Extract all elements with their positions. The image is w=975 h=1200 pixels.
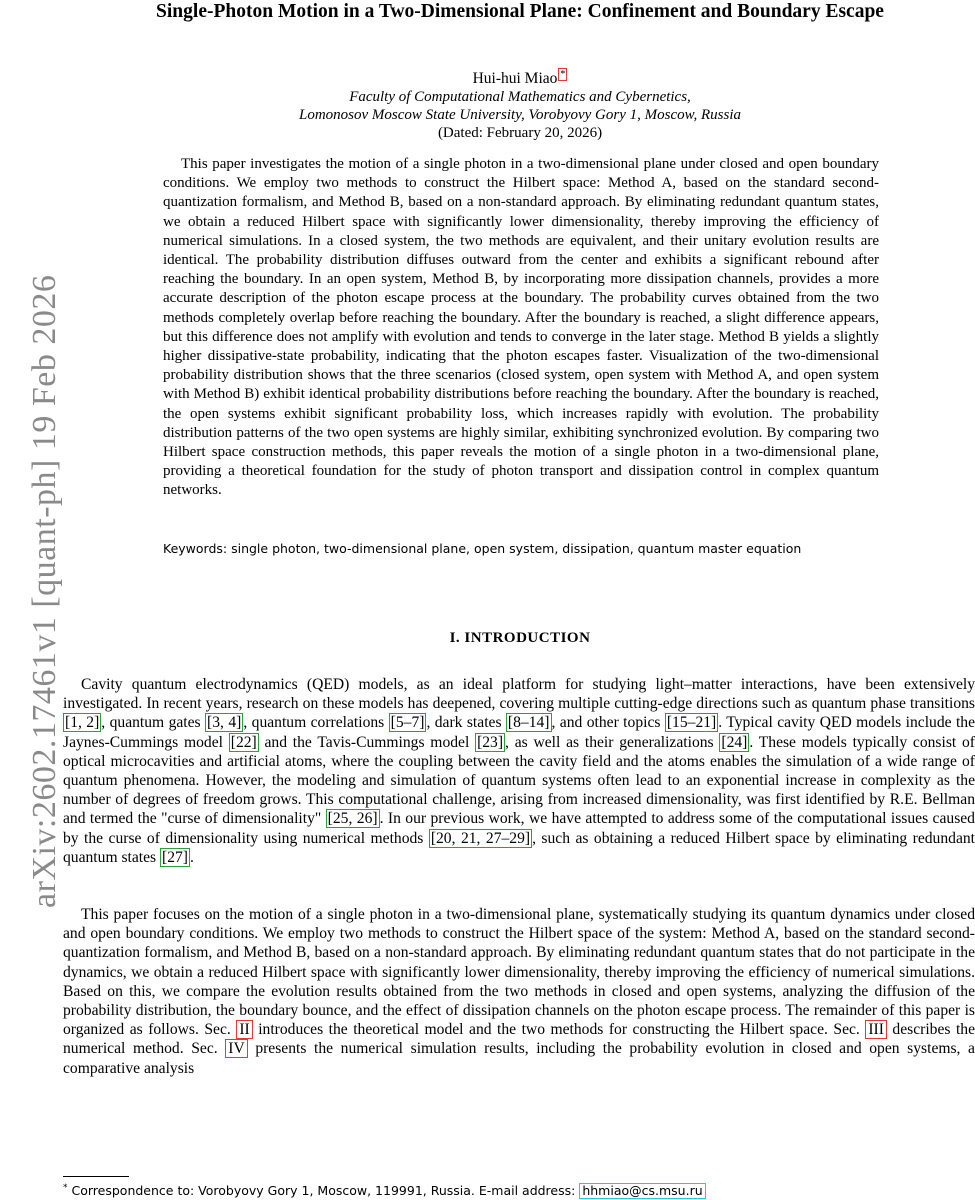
paragraph-text: introduces the theoretical model and the two methods for constructing the Hilbert space. Sec. xyxy=(252,1021,866,1039)
author-name: Hui-hui Miao xyxy=(472,70,558,88)
abstract: This paper investigates the motion of a single photon in a two-dimensional plane under closed and open boundary conditions. We employ two methods to construct the Hilbert space: Method A, based on the standard second-quantization formalism, and Method B, based on a non-standard approach. By eliminating redundant quantum states, we obtain a reduced Hilbert space with significantly lower dimensionality, thereby improving the efficiency of numerical simulations. In a closed system, the two methods are equivalent, and their unitary evolution results are identical. The probability distribution diffuses outward from the center and exhibits a significant rebound after reaching the boundary. In an open system, Method B, by incorporating more dissipation channels, provides a more accurate description of the photon escape process at the boundary. The probability curves obtained from the two methods completely overlap before reaching the boundary. After the boundary is reached, a slight difference appears, but this difference does not amplify with evolution and tends to converge in the later stage. Method B yields a slightly higher dissipative-state probability, indicating that the photon escapes faster. Visualization of the two-dimensional probability distribution shows that the three scenarios (closed system, open system with Method A, and open system with Method B) exhibit identical probability distributions before reaching the boundary. After the boundary is reached, the open systems exhibit significant probability loss, which increases rapidly with evolution. The probability distribution patterns of the two open systems are highly similar, exhibiting synchronized evolution. By comparing two Hilbert space construction methods, this paper reveals the motion of a single photon in a two-dimensional plane, providing a theoretical foundation for the study of photon transport and dissipation control in complex quantum networks. xyxy=(163,156,879,499)
intro-paragraph-2 xyxy=(63,905,975,1078)
section-ref-link[interactable]: IV xyxy=(225,1039,247,1058)
citation-link[interactable]: [20, 21, 27–29] xyxy=(430,829,531,847)
citation-link[interactable]: [27] xyxy=(162,848,188,866)
footnote-text: Correspondence to: Vorobyovy Gory 1, Moscow, 119991, Russia. E-mail address: xyxy=(71,1183,580,1199)
paragraph-text: . In our previous work, we have attempted to address some of the computational issues caused by the curse of dimensionality using numerical methods xyxy=(63,810,975,847)
footnote-rule xyxy=(63,1176,129,1177)
paragraph-text: presents the numerical simulation results, including the probability evolution in closed and open systems, a comparative analysis xyxy=(63,1040,975,1077)
paragraph-text: . Typical cavity QED models include the Jaynes-Cummings model xyxy=(63,714,975,751)
author-line xyxy=(80,68,960,89)
section-ref-link[interactable]: III xyxy=(865,1020,887,1039)
citation-link[interactable]: [24] xyxy=(721,733,748,751)
citation-link[interactable]: [25, 26] xyxy=(327,810,378,828)
author-footnote-link[interactable]: * xyxy=(560,69,566,80)
paragraph-text: describes the numerical method. Sec. xyxy=(63,1021,975,1058)
intro-paragraph-1 xyxy=(63,675,975,867)
email-link[interactable]: hhmiao@cs.msu.ru xyxy=(579,1183,705,1199)
section-ref-link[interactable]: II xyxy=(236,1020,252,1039)
citation-link[interactable]: [1, 2] xyxy=(65,714,100,732)
paragraph-text: , quantum gates xyxy=(101,714,206,732)
citation-link[interactable]: [22] xyxy=(230,733,257,751)
paragraph-text: and the Tavis-Cummings model xyxy=(258,733,476,751)
citation-link[interactable]: [15–21] xyxy=(666,714,717,732)
citation-link[interactable]: [23] xyxy=(477,733,504,751)
paragraph-text: . These models typically consist of optical microcavities and artificial atoms, where the coupling between the cavity field and the atoms enables the simulation of a wide range of quantum phenomena. However, the modeling and simulation of quantum systems often lead to an exponential increase in complexity as the number of degrees of freedom grows. This computational challenge, arising from increased dimensionality, was first identified by R.E. Bellman and termed the "curse of dimensionality" xyxy=(63,733,975,828)
paragraph-text: , dark states xyxy=(426,714,506,732)
paragraph-text: Cavity quantum electrodynamics (QED) models, as an ideal platform for studying light–matter interactions, have been extensively investigated. In recent years, research on these models has deepened, covering multiple cutting-edge directions such as quantum phase transitions xyxy=(63,676,975,713)
paragraph-text: , such as obtaining a reduced Hilbert space by eliminating redundant quantum states xyxy=(63,829,975,866)
keywords: Keywords: single photon, two-dimensional plane, open system, dissipation, quantum master equation xyxy=(163,541,802,556)
arxiv-identifier: arXiv:2602.17461v1 [quant-ph] 19 Feb 2026 xyxy=(26,274,63,908)
paragraph-text: . xyxy=(190,848,194,866)
paragraph-text: This paper focuses on the motion of a single photon in a two-dimensional plane, systematically studying its quantum dynamics under closed and open boundary conditions. We employ two methods to construct the Hilbert space of the system: Method A, based on the standard second-quantization formalism, and Method B, based on a non-standard approach. By eliminating redundant quantum states that do not participate in the dynamics, we obtain a reduced Hilbert space with significantly lower dimensionality, thereby improving the efficiency of numerical simulations. Based on this, we compare the evolution results obtained from the two methods in closed and open systems, analyzing the diffusion of the probability distribution, the boundary bounce, and the effect of dissipation channels on the photon escape process. The remainder of this paper is organized as follows. Sec. xyxy=(63,906,975,1039)
footnote-mark: * xyxy=(63,1183,68,1193)
paragraph-text: , quantum correlations xyxy=(243,714,389,732)
citation-link[interactable]: [8–14] xyxy=(507,714,550,732)
arxiv-stamp xyxy=(0,274,63,925)
citation-link[interactable]: [3, 4] xyxy=(207,714,242,732)
section-heading-introduction: I. INTRODUCTION xyxy=(449,630,591,646)
paragraph-text: , and other topics xyxy=(551,714,665,732)
date-line: (Dated: February 20, 2026) xyxy=(437,125,603,141)
paper-title: Single-Photon Motion in a Two-Dimensional Plane: Confinement and Boundary Escape xyxy=(156,1,884,22)
citation-link[interactable]: [5–7] xyxy=(390,714,425,732)
affiliation-line-2: Lomonosov Moscow State University, Vorobyovy Gory 1, Moscow, Russia xyxy=(298,107,742,123)
footnote xyxy=(63,1180,975,1199)
affiliation-line-1: Faculty of Computational Mathematics and Cybernetics, xyxy=(349,89,691,105)
paragraph-text: , as well as their generalizations xyxy=(505,733,720,751)
